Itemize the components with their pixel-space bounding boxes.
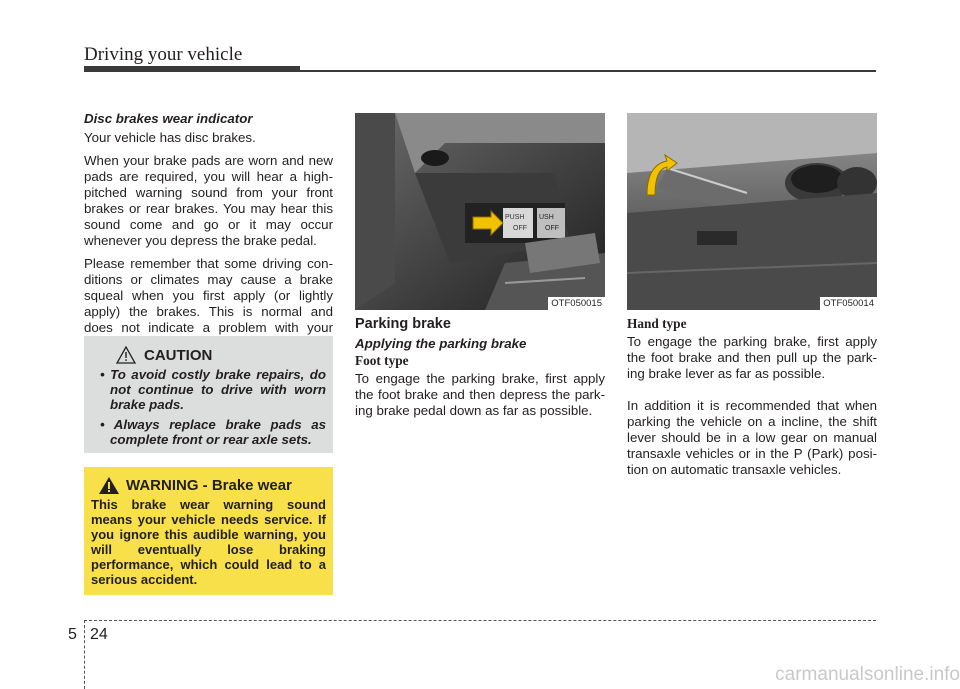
page-header-title: Driving your vehicle [84,44,243,65]
off-label-2: OFF [545,225,559,232]
caution-item: • To avoid costly brake repairs, do not continue to drive with worn brake pads. [100,367,326,412]
disc-brakes-paragraph-2: Please remember that some driving con-ditions or climates may cause a brake squeal when you first apply (or lightly apply) the brakes. This is normal and does not indicate a problem with your [84,256,333,335]
off-label: OFF [513,225,527,232]
caution-item: • Always replace brake pads as complete front or rear axle sets. [100,417,327,447]
right-column [627,316,877,478]
disc-brakes-intro: Your vehicle has disc brakes. [84,130,256,145]
hand-type-paragraph-1: To engage the parking brake, first apply the foot brake and then pull up the park-ing brake lever as far as possible. [627,334,877,381]
hand-type-heading: Hand type [627,316,687,331]
figure-2-caption: OTF050014 [820,297,877,310]
hand-brake-figure [627,113,877,310]
disc-brakes-paragraph-1: When your brake pads are worn and new pads are required, you will hear a high-pitched warning sound from your front brakes or rear brakes. You may hear this sound come and go or it may occur whenever you depress the brake pedal. [84,153,333,248]
applying-parking-brake-heading: Applying the parking brake [355,336,527,351]
parking-brake-title: Parking brake [355,316,451,332]
figure-1-caption: OTF050015 [548,297,605,310]
caution-item-text: To avoid costly brake repairs, do not continue to drive with worn brake pads. [110,367,326,412]
warning-title: WARNING - Brake wear [126,477,292,494]
warning-text: This brake wear warning sound means your vehicle needs service. If you ignore this audible warning, you will eventually lose braking performance, which could lead to a serious accident. [91,497,326,587]
foot-brake-illustration [355,113,605,310]
push-label-2: USH [539,214,554,221]
foot-brake-figure [355,113,605,310]
caution-list [92,367,326,452]
warning-header [98,476,292,495]
caution-header [116,346,212,364]
hand-brake-illustration [627,113,877,310]
caution-item-text: Always replace brake pads as complete front or rear axle sets. [110,417,327,447]
foot-type-text: To engage the parking brake, first apply the foot brake and then depress the park-ing brake pedal down as far as possible. [355,371,605,418]
warning-box [84,467,333,595]
caution-triangle-icon [116,346,136,364]
caution-title: CAUTION [144,346,213,364]
header-accent-bar [84,66,300,72]
warning-triangle-icon [98,476,120,495]
foot-type-heading: Foot type [355,353,409,368]
hand-type-paragraph-2: In addition it is recommended that when parking the vehicle on a incline, the shift lever should be in a low gear on manual transaxle vehicles or in the P (Park) posi-tion on automatic transaxle vehicles. [627,398,877,477]
disc-brakes-heading: Disc brakes wear indicator [84,111,253,126]
footer-rule [84,620,876,621]
footer-vertical-rule [84,620,85,689]
middle-column [355,316,605,419]
header-rule [300,70,876,72]
left-column [84,111,333,359]
watermark: carmanualsonline.info [775,664,960,685]
push-label: PUSH [505,214,525,221]
page-number: 24 [90,626,108,643]
chapter-number: 5 [68,626,77,643]
caution-box [84,336,333,453]
